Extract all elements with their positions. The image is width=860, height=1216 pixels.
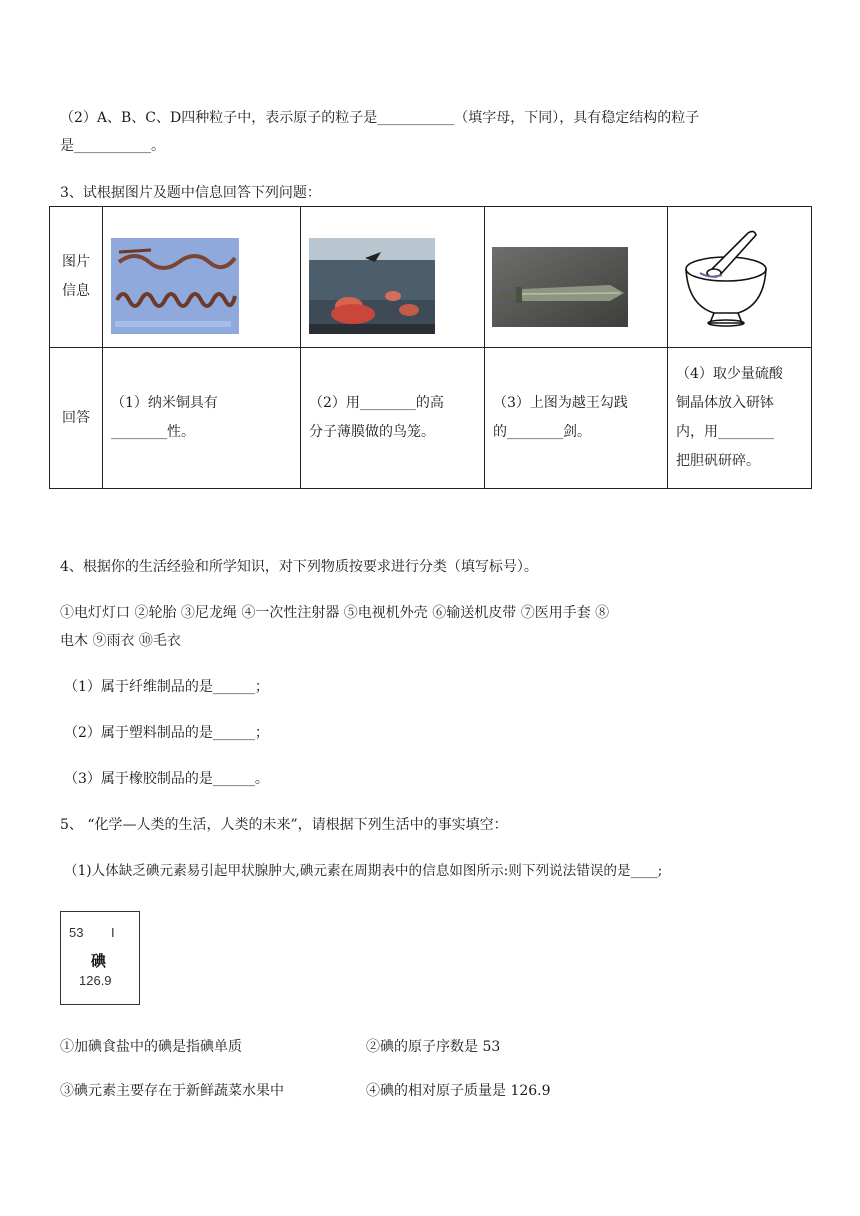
element-symbol: I [111, 925, 115, 940]
bronze-sword-photo [492, 247, 628, 327]
cell-picture-2 [301, 207, 485, 348]
q5-sub-1: （1)人体缺乏碘元素易引起甲状腺肿大,碘元素在周期表中的信息如图所示:则下列说法错误的是____; [64, 863, 663, 879]
answer-4-line-1: （4）取少量硫酸 [676, 366, 783, 382]
q5-option-1: ①加碘食盐中的碘是指碘单质 [60, 1039, 242, 1055]
answer-3-line-2: 的________剑。 [493, 424, 591, 440]
cell-picture-4 [668, 207, 812, 348]
nano-copper-wire-photo [111, 238, 239, 334]
row-header-answer: 回答 [50, 348, 103, 489]
q3-info-table [49, 206, 812, 489]
answer-3-line-1: （3）上图为越王勾践 [493, 395, 628, 411]
answer-2-line-1: （2）用________的高 [309, 395, 444, 411]
q4-items-line-2: 电木 ⑨雨衣 ⑩毛衣 [60, 633, 181, 649]
mortar-and-pestle-drawing [680, 227, 772, 329]
iodine-element-card [60, 911, 140, 1005]
answer-1-line-1: （1）纳米铜具有 [111, 395, 218, 411]
row-header-info: 信息 [62, 283, 90, 299]
q2-line-2: 是___________。 [60, 138, 165, 154]
answer-1-line-2: ________性。 [111, 424, 195, 440]
answer-cell-2 [301, 348, 485, 489]
q3-title: 3、试根据图片及题中信息回答下列问题： [60, 185, 321, 201]
q4-sub-3: （3）属于橡胶制品的是______。 [64, 771, 269, 787]
element-name: 碘 [91, 952, 107, 970]
row-header-picture: 图片 [62, 254, 90, 270]
goldfish-in-membrane-cage-photo [309, 238, 435, 334]
q5-option-2: ②碘的原子序数是 53 [366, 1039, 501, 1055]
element-number: 53 [69, 925, 84, 940]
answer-4-line-2: 铜晶体放入研钵 [676, 395, 774, 411]
cell-picture-1 [103, 207, 301, 348]
row-header-picture-info [50, 207, 103, 348]
answer-cell-1 [103, 348, 301, 489]
q4-sub-1: （1）属于纤维制品的是______； [64, 679, 269, 695]
q4-sub-2: （2）属于塑料制品的是______； [64, 725, 269, 741]
answer-4-line-4: 把胆矾研碎。 [676, 453, 760, 469]
q4-title: 4、根据你的生活经验和所学知识，对下列物质按要求进行分类（填写标号）。 [60, 559, 538, 575]
q4-items-line-1: ①电灯灯口 ②轮胎 ③尼龙绳 ④一次性注射器 ⑤电视机外壳 ⑥输送机皮带 ⑦医用手套 ⑧ [60, 605, 610, 621]
element-mass: 126.9 [79, 973, 112, 988]
q5-option-3: ③碘元素主要存在于新鲜蔬菜水果中 [60, 1083, 284, 1099]
answer-cell-4 [668, 348, 812, 489]
answer-4-line-3: 内，用________ [676, 424, 774, 440]
q5-title: 5、 “化学—人类的生活，人类的未来”，请根据下列生活中的事实填空： [60, 817, 508, 833]
cell-picture-3 [485, 207, 668, 348]
answer-cell-3 [485, 348, 668, 489]
q5-option-4: ④碘的相对原子质量是 126.9 [366, 1083, 551, 1099]
answer-2-line-2: 分子薄膜做的鸟笼。 [309, 424, 435, 440]
q2-line-1: （2）A、B、C、D四种粒子中，表示原子的粒子是___________（填字母，下同），具有稳定结构的粒子 [60, 110, 700, 126]
